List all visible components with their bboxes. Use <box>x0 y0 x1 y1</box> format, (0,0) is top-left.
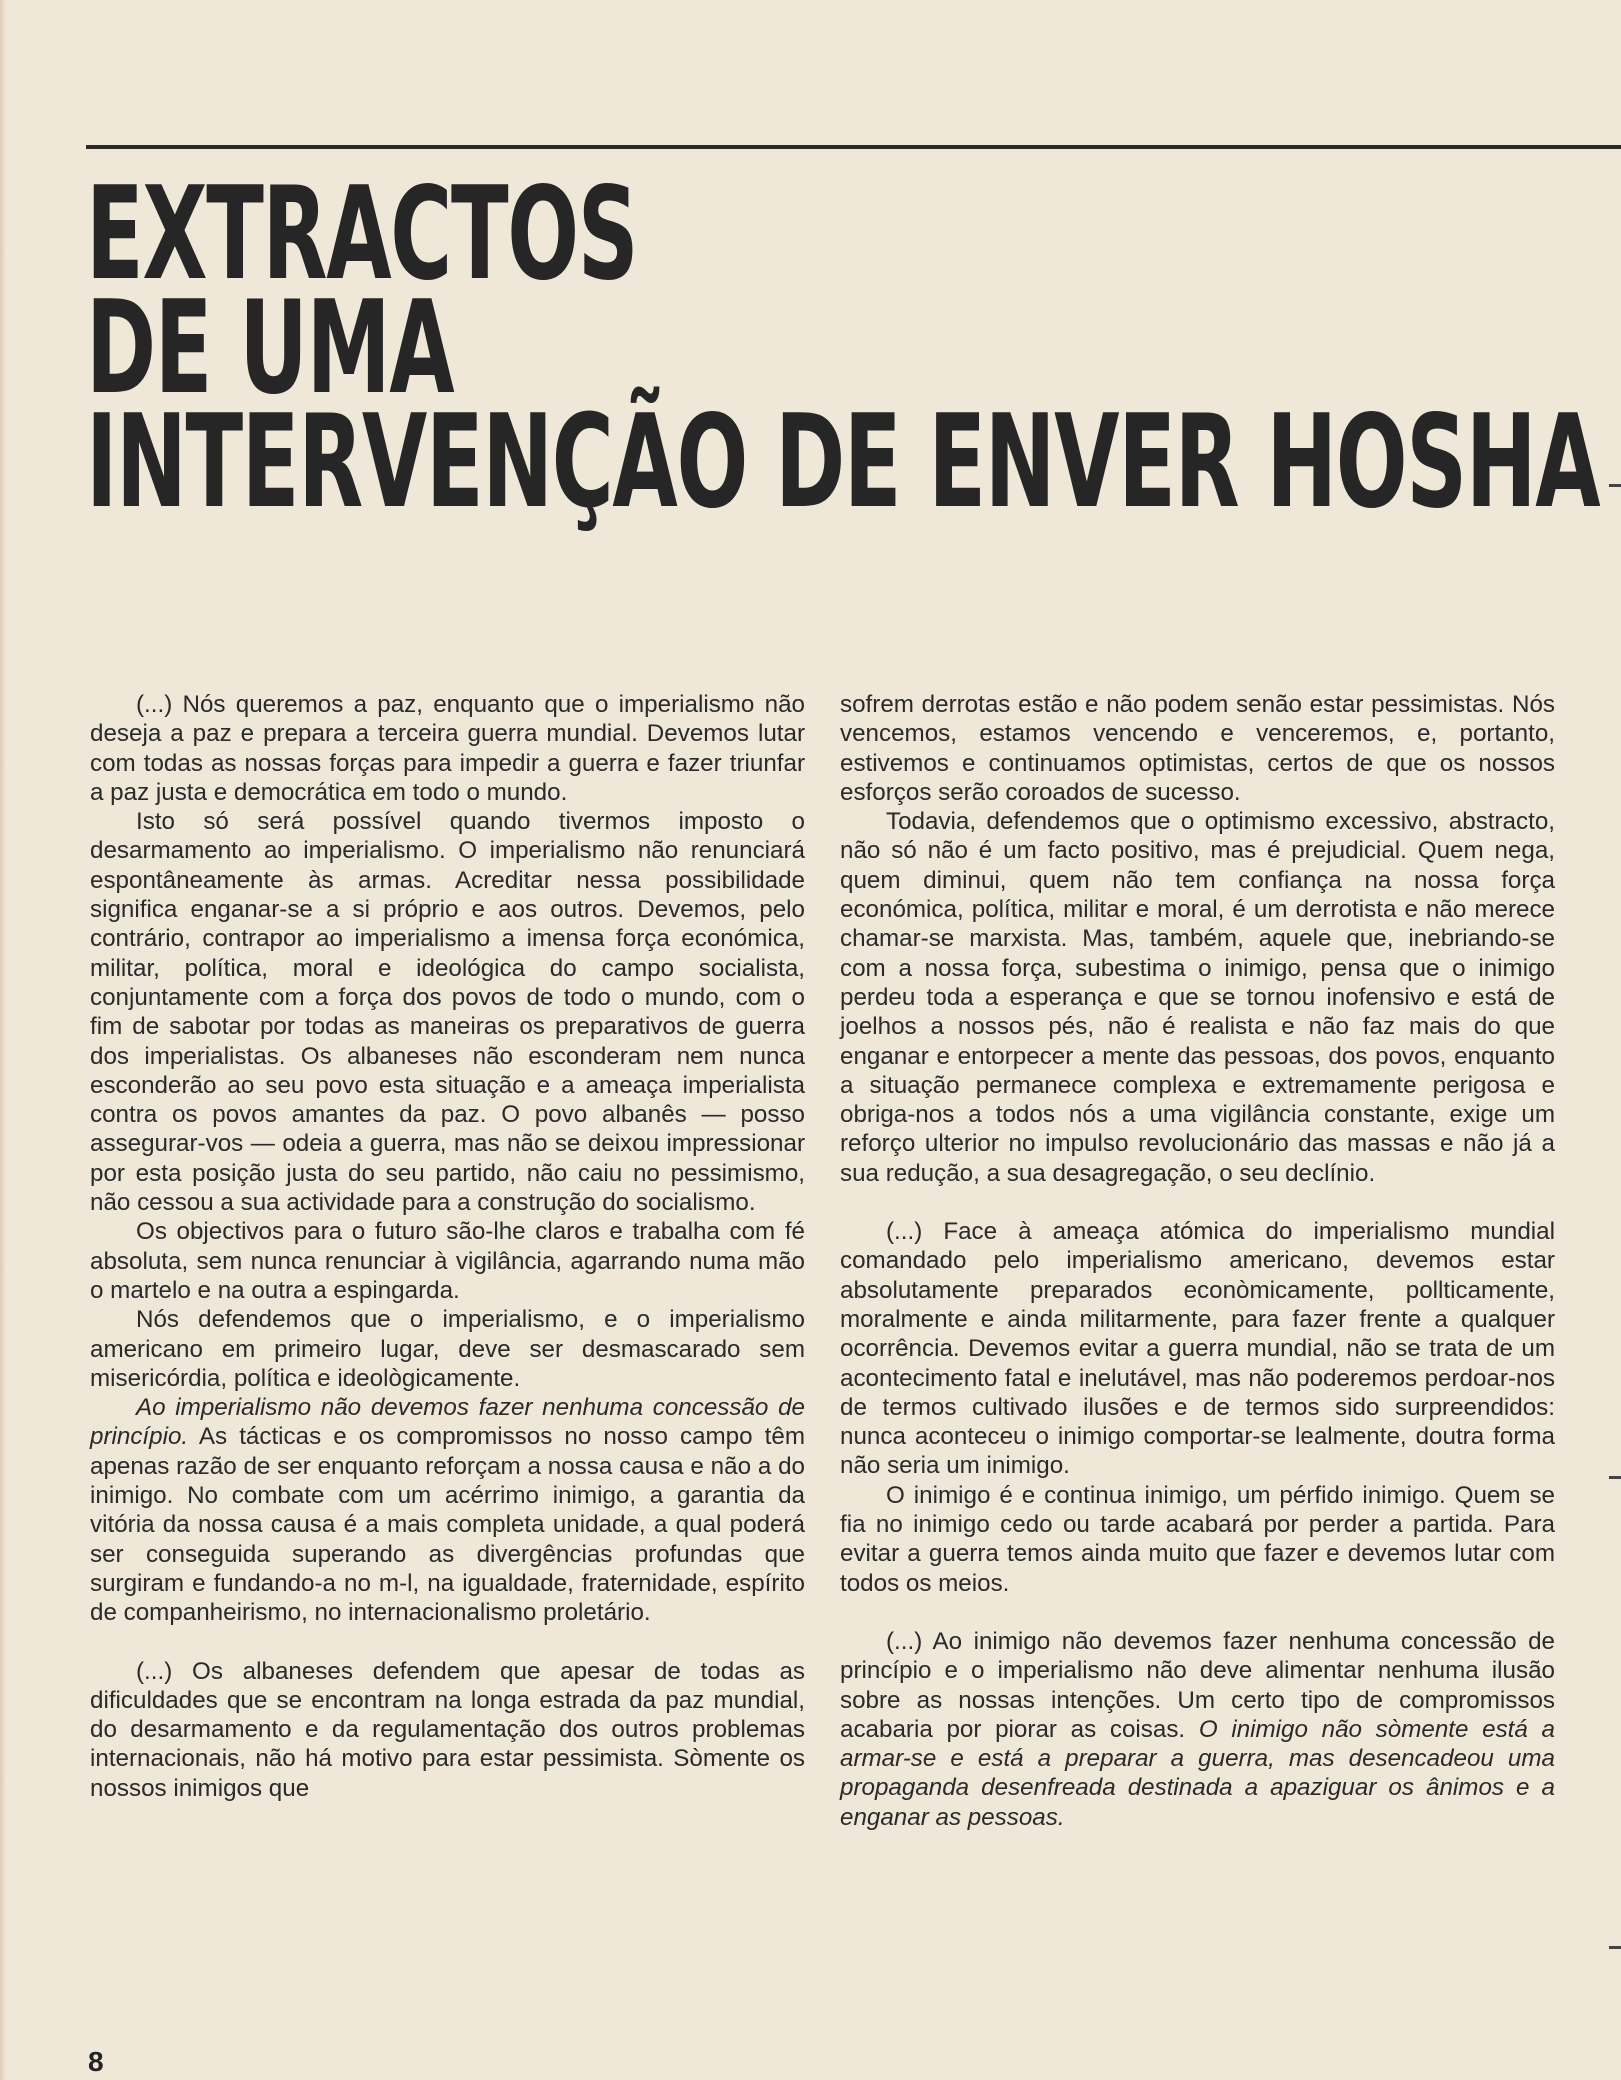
paragraph: (...) Nós queremos a paz, enquanto que o imperialismo não deseja a paz e prepara a terceira guerra mundial. Devemos lutar com todas as nossas forças para impedir a guerra e fazer triunfar a paz justa e democrática em todo o mundo. <box>90 691 805 806</box>
paragraph: Todavia, defendemos que o optimismo excessivo, abstracto, não só não é um facto positivo, mas é prejudicial. Quem nega, quem diminui, quem não tem confiança na nossa força económica, política, militar e moral, é um derrotista e não merece chamar-se marxista. Mas, também, aquele que, inebriando-se com a nossa força, subestima o inimigo, pensa que o inimigo perdeu toda a esperança e que se tornou inofensivo e está de joelhos a nossos pés, não é realista e não faz mais do que enganar e entorpecer a mente das pessoas, dos povos, enquanto a situação permanece complexa e extremamente perigosa e obriga-nos a todos nós a uma vigilância constante, exige um reforço ulterior no impulso revolucionário das massas e não já a sua redução, a sua desagregação, o seu declínio. <box>840 808 1555 1187</box>
top-rule <box>86 145 1621 149</box>
paragraph <box>90 1393 805 1627</box>
margin-tick <box>1609 1476 1621 1479</box>
headline <box>86 160 1600 537</box>
margin-tick <box>1609 484 1621 487</box>
paragraph: (...) Face à ameaça atómica do imperialismo mundial comandado pelo imperialismo americano, devemos estar absolutamente preparados econòmicamente, pollticamente, moralmente e ainda militarmente, para fazer frente a qualquer ocorrência. Devemos evitar a guerra mundial, não se trata de um acontecimento fatal e inelutável, mas não poderemos perdoar-nos de termos cultivado ilusões e de termos sido surpreendidos: nunca aconteceu o inimigo comportar-se lealmente, doutra forma não seria um inimigo. <box>840 1218 1555 1480</box>
italic-phrase: Ao imperialismo não devemos fazer nenhuma concessão de princípio. <box>90 1394 805 1451</box>
paragraph: Os objectivos para o futuro são-lhe claros e trabalha com fé absoluta, sem nunca renunciar à vigilância, agarrando numa mão o martelo e na outra a espingarda. <box>90 1218 805 1304</box>
page-number: 8 <box>88 2046 104 2077</box>
paragraph: Nós defendemos que o imperialismo, e o imperialismo americano em primeiro lugar, deve ser desmascarado sem misericórdia, política e ideològicamente. <box>90 1306 805 1392</box>
paragraph-text: (...) Ao inimigo não devemos fazer nenhuma concessão de princípio e o imperialismo não deve alimentar nenhuma ilusão sobre as nossas intenções. Um certo tipo de compromissos acabaria por piorar as coisas. <box>840 1627 1555 1743</box>
headline-line-2: DE UMA <box>86 274 454 423</box>
margin-tick <box>1609 1946 1621 1949</box>
headline-line-1: EXTRACTOS <box>86 160 638 309</box>
paragraph: (...) Os albaneses defendem que apesar de todas as dificuldades que se encontram na longa estrada da paz mundial, do desarmamento e da regulamentação dos outros problemas internacionais, não há motivo para estar pessimista. Sòmente os nossos inimigos que <box>90 1657 805 1802</box>
right-column <box>840 690 1555 1832</box>
headline-line-3: INTERVENÇÃO DE ENVER HOSHA <box>86 388 1600 537</box>
italic-phrase: O inimigo não sòmente está a armar-se e está a preparar a guerra, mas desencadeou uma propaganda desenfreada destinada a apaziguar os ânimos e a enganar as pessoas. <box>840 1715 1555 1831</box>
paragraph: sofrem derrotas estão e não podem senão estar pessimistas. Nós vencemos, estamos vencendo e venceremos, e, portanto, estivemos e continuamos optimistas, certos de que os nossos esforços serão coroados de sucesso. <box>840 691 1555 806</box>
paragraph <box>840 1627 1555 1832</box>
left-column <box>90 690 805 1803</box>
paragraph: Isto só será possível quando tivermos imposto o desarmamento ao imperialismo. O imperialismo não renunciará espontâneamente às armas. Acreditar nessa possibilidade significa enganar-se a si próprio e aos outros. Devemos, pelo contrário, contrapor ao imperialismo a imensa força económica, militar, política, moral e ideológica do campo socialista, conjuntamente com a força dos povos de todo o mundo, com o fim de sabotar por todas as maneiras os preparativos de guerra dos imperialistas. Os albaneses não esconderam nem nunca esconderão ao seu povo esta situação e a ameaça imperialista contra os povos amantes da paz. O povo albanês — posso assegurar-vos — odeia a guerra, mas não se deixou impressionar por esta posição justa do seu partido, não caiu no pessimismo, não cessou a sua actividade para a construção do socialismo. <box>90 808 805 1217</box>
page-edge <box>0 0 6 2080</box>
paragraph-text: As tácticas e os compromissos no nosso campo têm apenas razão de ser enquanto reforçam a nossa causa e não a do inimigo. No combate com um acérrimo inimigo, a garantia da vitória da nossa causa é a mais completa unidade, a qual poderá ser conseguida superando as divergências profundas que surgiram e fundando-a no m-l, na igualdade, fraternidade, espírito de companheirismo, no internacionalismo proletário. <box>90 1423 805 1627</box>
paragraph: O inimigo é e continua inimigo, um pérfido inimigo. Quem se fia no inimigo cedo ou tarde acabará por perder a partida. Para evitar a guerra temos ainda muito que fazer e devemos lutar com todos os meios. <box>840 1481 1555 1597</box>
